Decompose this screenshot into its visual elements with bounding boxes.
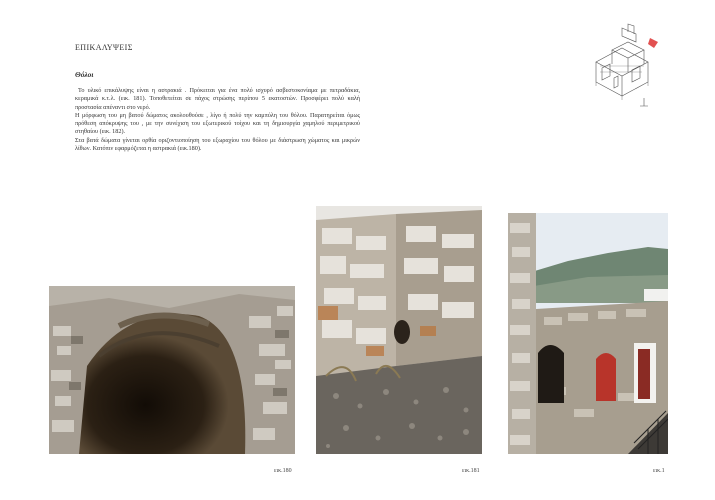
photo-vault-interior (49, 286, 295, 454)
section-title: ΕΠΙΚΑΛΥΨΕΙΣ (75, 43, 133, 52)
paragraph-3: Στα βατά δώματα γίνεται ορθία οριζοντιοποίηση του εξωραχίου του θόλου με διάστρωση χώματος και μικρών λίθων. Κατόπιν εφαρμόζεται η αστρακιά (εικ.180). (75, 136, 360, 153)
photo-stone-house (508, 213, 668, 454)
photo-stone-wall (316, 206, 482, 454)
caption-fig-182: εικ.1 (653, 468, 665, 474)
axonometric-thumbnail (592, 20, 664, 108)
subtitle: Θόλοι (75, 70, 94, 79)
caption-fig-181: εικ.181 (462, 468, 480, 474)
paragraph-1: Το υλικό επικάλυψης είναι η αστρακιά . Πρόκειται για ένα πολύ ισχυρό ασβεστοκονίαμα με πετραδάκια, κεραμικά κ.τ.λ. (εικ. 181). Τοποθετείται σε πάχος στρώσης περίπου 5 εκατοστών. Προσφέρει πολύ καλή προστασία απέναντι στο νερό. (75, 87, 360, 111)
paragraph-2: Η μόρφωση του μη βατού δώματος ακολουθούσε , λίγο ή πολύ την καμπύλη του θόλου. Παρατηρείται όμως πρόθεση απόκρυψης του , με την συνέχιση του εξωτερικού τοίχου και τη δημιουργία χαμηλού περιμετρικού στηθαίου (εικ. 182). (75, 111, 360, 136)
caption-fig-180: εικ.180 (274, 468, 292, 474)
body-text (75, 87, 360, 153)
